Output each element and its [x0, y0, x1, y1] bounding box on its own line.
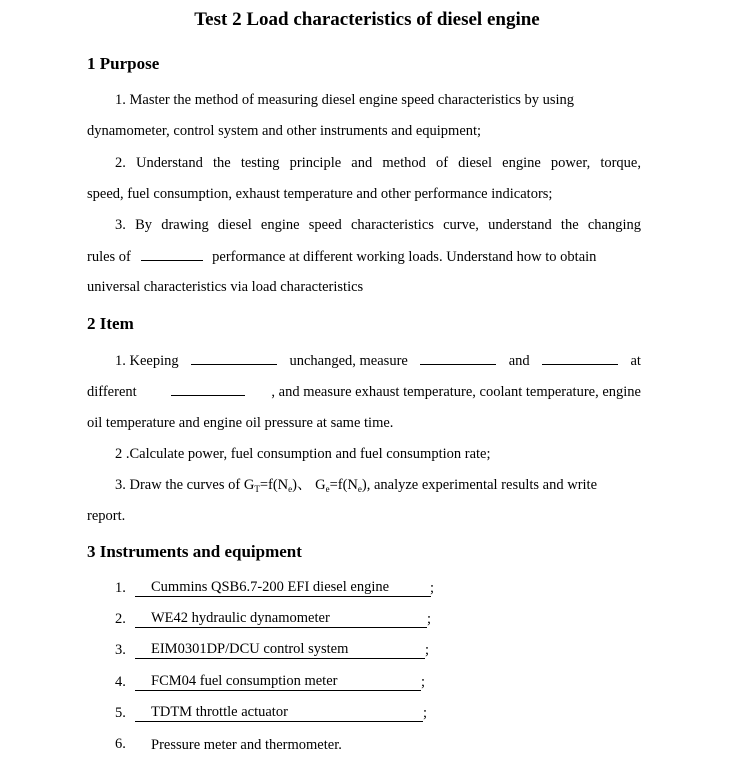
text: , and measure exhaust temperature, coolant temperature, engine [271, 384, 641, 400]
purpose-paragraph-2-line-2: speed, fuel consumption, exhaust temperature and other performance indicators; [87, 186, 553, 202]
purpose-paragraph-3-line-3: universal characteristics via load characteristics [87, 279, 364, 295]
item-1-line-1 [115, 350, 641, 371]
section-heading-purpose: 1 Purpose [87, 54, 160, 73]
purpose-paragraph-1-line-1 [115, 90, 641, 110]
text: 1. Keeping [115, 353, 179, 369]
list-number: 6. [115, 736, 126, 752]
equipment-item: Cummins QSB6.7-200 EFI diesel engine [135, 579, 431, 597]
item-2: 2 .Calculate power, fuel consumption and fuel consumption rate; [115, 446, 491, 462]
equipment-item: EIM0301DP/DCU control system [135, 641, 425, 659]
equipment-item: FCM04 fuel consumption meter [135, 673, 421, 691]
equipment-item: WE42 hydraulic dynamometer [135, 610, 427, 628]
purpose-paragraph-2-line-1: 2. Understand the testing principle and method of diesel engine power, torque, [115, 155, 641, 171]
list-end: ; [427, 611, 432, 627]
blank-field [420, 350, 496, 365]
list-number: 1. [115, 580, 126, 596]
list-end: ; [423, 705, 428, 721]
item-1-line-2 [87, 381, 641, 402]
item-3-line-2: report. [87, 508, 126, 524]
purpose-paragraph-3-line-1: 3. By drawing diesel engine speed characteristics curve, understand the changing [115, 217, 641, 233]
list-number: 2. [115, 611, 126, 627]
text: different [87, 384, 137, 400]
equipment-item: TDTM throttle actuator [135, 704, 423, 722]
blank-field [141, 246, 203, 261]
text: at [630, 353, 641, 369]
purpose-paragraph-3-line-2 [87, 246, 641, 267]
blank-field [191, 350, 277, 365]
list-end: ; [430, 580, 435, 596]
item-1-line-3: oil temperature and engine oil pressure at same time. [87, 415, 394, 431]
list-number: 4. [115, 674, 126, 690]
text: performance at different working loads. Understand how to obtain [212, 249, 597, 265]
text: unchanged, measure [289, 353, 408, 369]
list-number: 5. [115, 705, 126, 721]
blank-field [171, 381, 245, 396]
text: and [508, 353, 530, 369]
purpose-paragraph-1-line-2: dynamometer, control system and other instruments and equipment; [87, 123, 482, 139]
list-end: ; [425, 642, 430, 658]
list-number: 3. [115, 642, 126, 658]
list-end: ; [421, 674, 426, 690]
formula: 3. Draw the curves of $G_T=f(N_e)$、 $G_e=f(N_e)$, analyze experimental results and write [115, 477, 598, 494]
item-3-line-1 [115, 475, 641, 499]
blank-field [542, 350, 618, 365]
page-title: Test 2 Load characteristics of diesel engine [194, 9, 540, 30]
equipment-item: Pressure meter and thermometer. [151, 737, 342, 753]
text: rules of [87, 249, 131, 265]
text: 1. Master the method of measuring diesel engine speed characteristics by using [115, 92, 575, 108]
section-heading-item: 2 Item [87, 314, 134, 333]
section-heading-equipment: 3 Instruments and equipment [87, 542, 302, 561]
